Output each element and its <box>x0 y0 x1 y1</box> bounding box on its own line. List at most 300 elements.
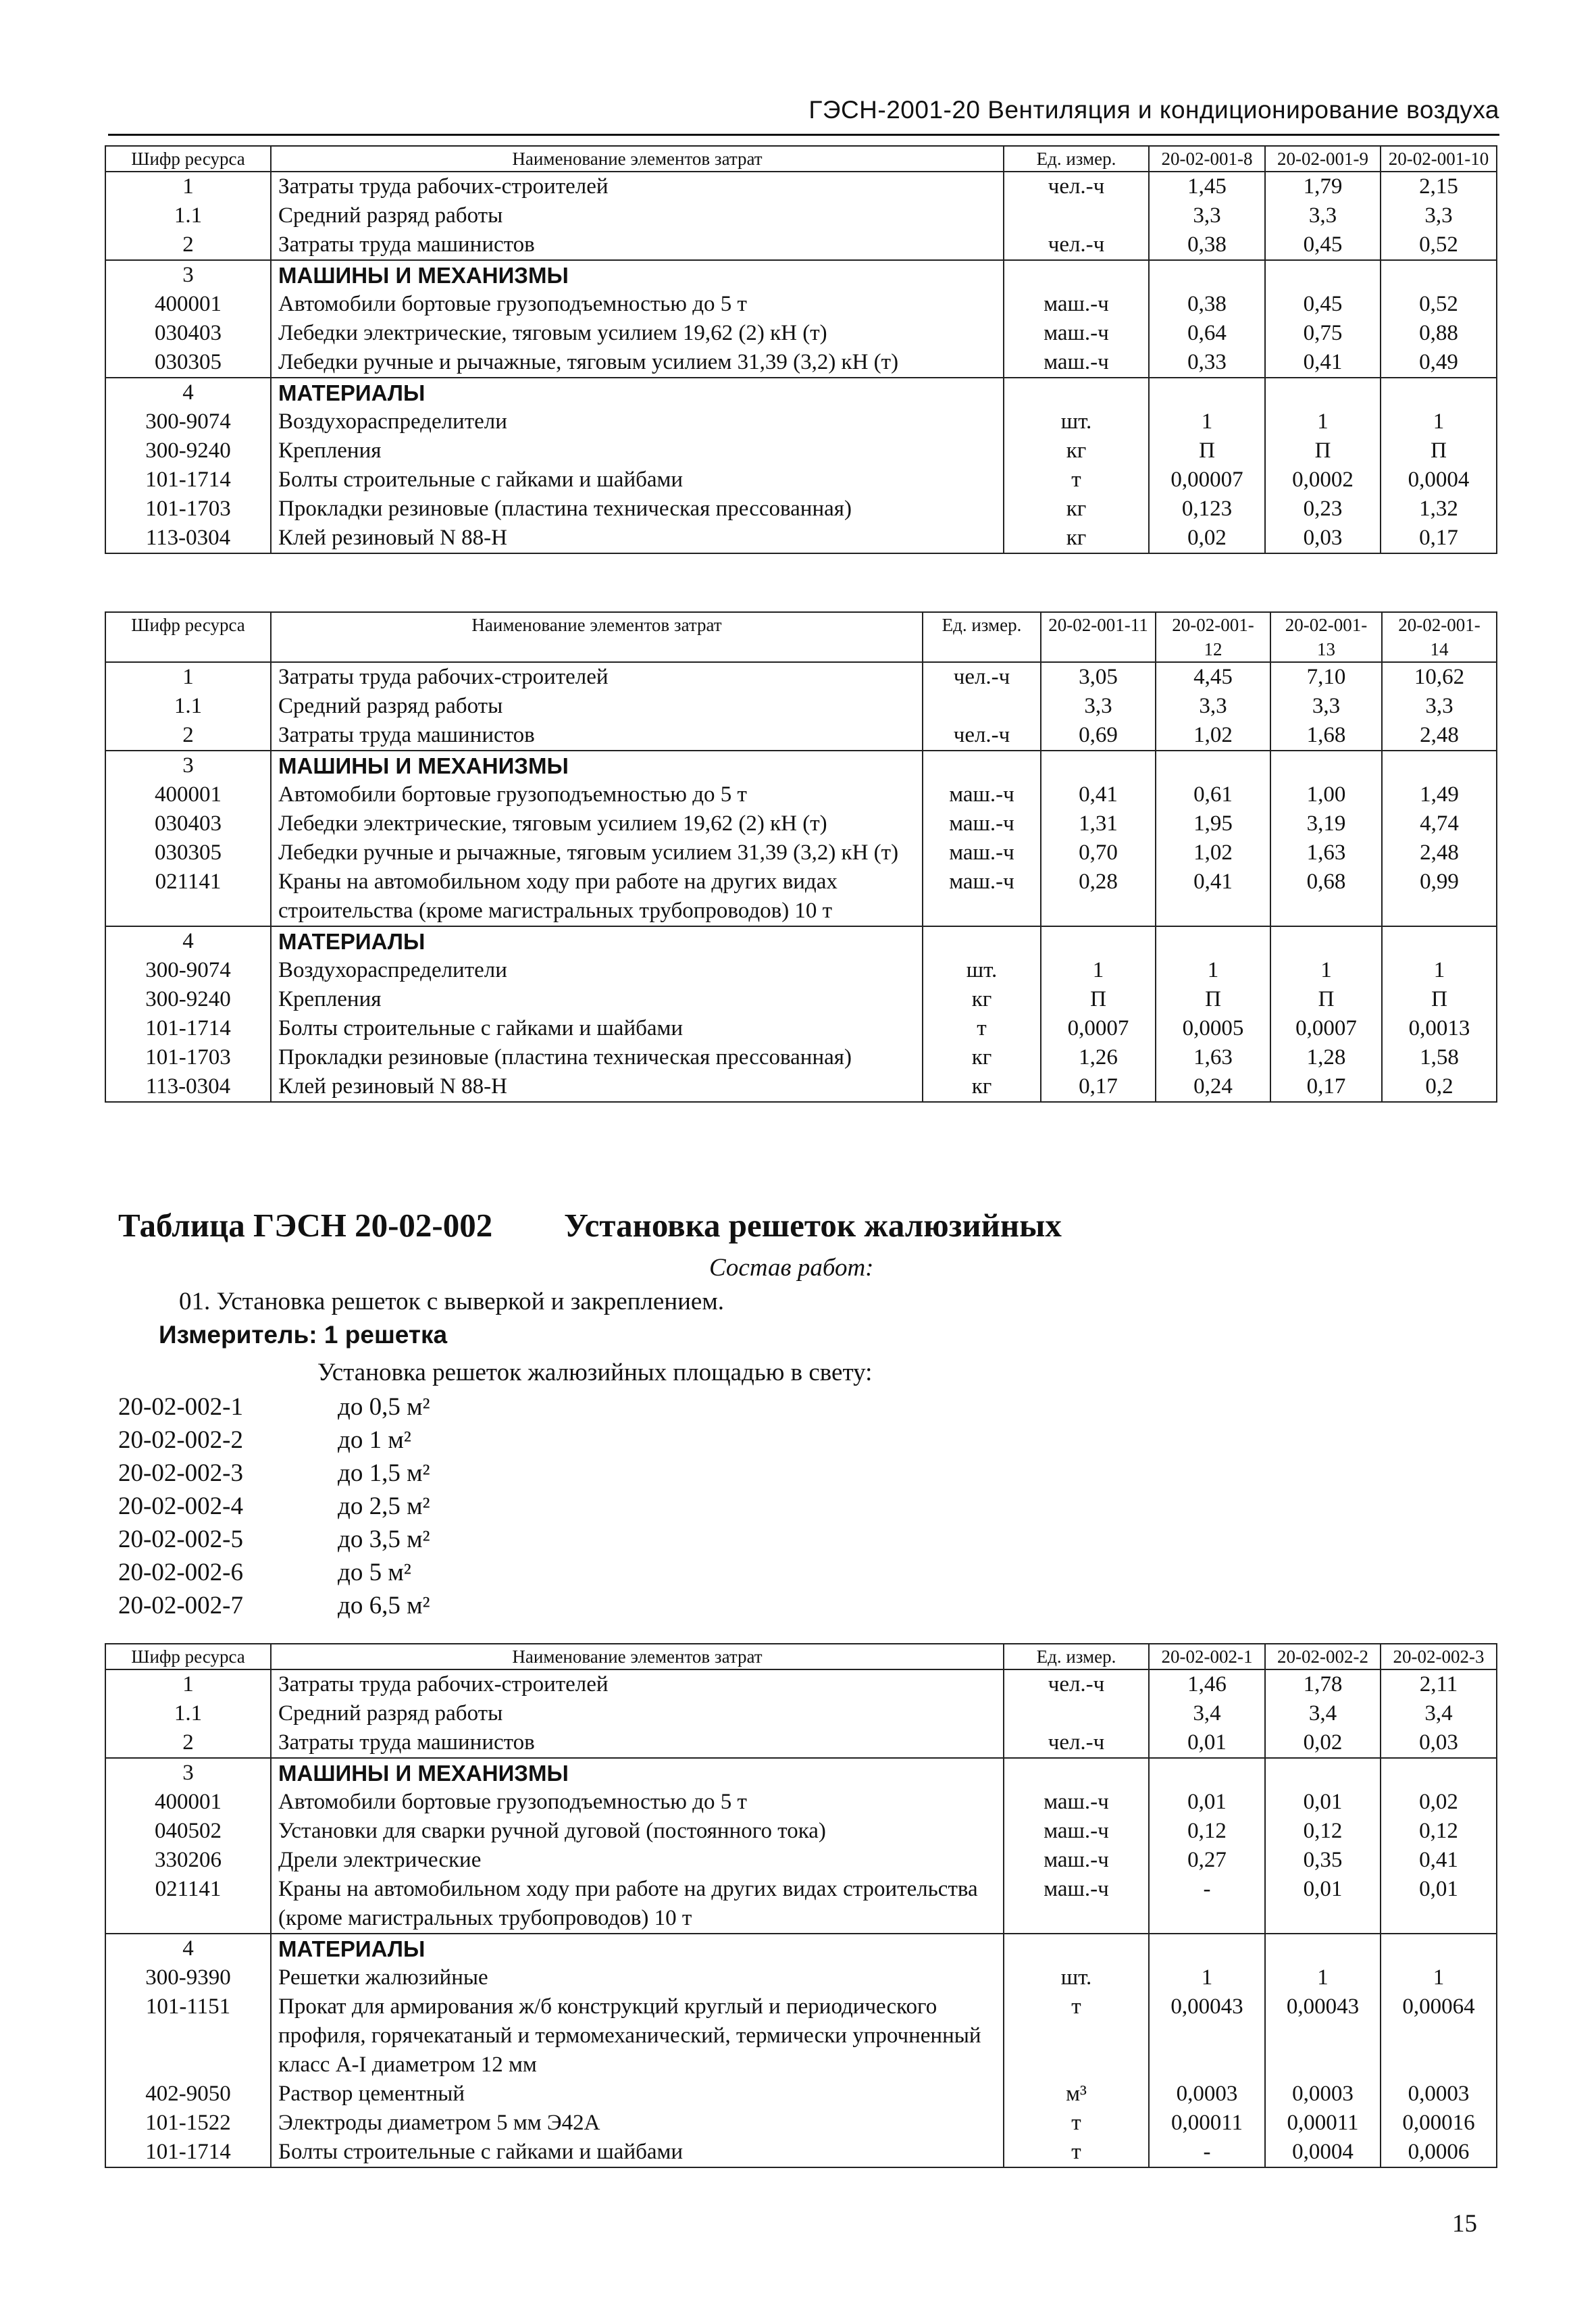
resource-name: Решетки жалюзийные <box>271 1963 1004 1992</box>
value-cell: 7,10 <box>1270 662 1382 692</box>
table-row <box>105 201 1497 230</box>
table-row <box>105 1014 1497 1043</box>
resource-name: Воздухораспределители <box>271 407 1004 436</box>
value-cell: 0,38 <box>1149 230 1265 260</box>
resource-code: 030403 <box>105 809 271 838</box>
value-cell: 0,45 <box>1265 290 1381 319</box>
resource-code: 300-9390 <box>105 1963 271 1992</box>
value-cell: 0,35 <box>1265 1846 1381 1875</box>
value-cell: 0,01 <box>1149 1788 1265 1817</box>
value-cell: 1,28 <box>1270 1043 1382 1072</box>
resource-name: Электроды диаметром 5 мм Э42А <box>271 2109 1004 2138</box>
value-cell <box>1381 378 1497 407</box>
col-header-name: Наименование элементов затрат <box>271 146 1004 172</box>
value-cell: 0,70 <box>1041 838 1156 867</box>
resource-code: 030403 <box>105 319 271 348</box>
value-cell: 1,32 <box>1381 495 1497 524</box>
col-header-norm: 20-02-002-2 <box>1265 1644 1381 1669</box>
value-cell: 0,99 <box>1382 867 1497 926</box>
section-heading: МАТЕРИАЛЫ <box>271 1934 1004 1963</box>
value-cell: 0,61 <box>1156 780 1270 809</box>
resource-code: 101-1714 <box>105 2138 271 2167</box>
resource-code: 4 <box>105 378 271 407</box>
table-row <box>105 1817 1497 1846</box>
value-cell: П <box>1381 436 1497 466</box>
unit-cell: чел.-ч <box>923 662 1041 692</box>
unit-cell: маш.-ч <box>1004 1788 1149 1817</box>
value-cell: 0,33 <box>1149 348 1265 378</box>
params-list <box>118 1390 430 1622</box>
value-cell: 4,74 <box>1382 809 1497 838</box>
meter: Измеритель: 1 решетка <box>159 1321 448 1349</box>
resource-name: Болты строительные с гайками и шайбами <box>271 1014 923 1043</box>
table-row <box>105 1875 1497 1934</box>
resource-code: 1.1 <box>105 692 271 721</box>
param-code: 20-02-002-6 <box>118 1559 243 1586</box>
table-row <box>105 348 1497 378</box>
unit-cell <box>1004 201 1149 230</box>
table-row <box>105 1788 1497 1817</box>
work-item: 01. Установка решеток с выверкой и закреплением. <box>179 1288 725 1315</box>
resource-code: 040502 <box>105 1817 271 1846</box>
unit-cell: маш.-ч <box>1004 348 1149 378</box>
param-code: 20-02-002-3 <box>118 1459 243 1487</box>
table-row <box>105 1934 1497 1963</box>
value-cell: 1,63 <box>1270 838 1382 867</box>
resource-name: Прокладки резиновые (пластина техническая прессованная) <box>271 495 1004 524</box>
value-cell: 0,28 <box>1041 867 1156 926</box>
table-row <box>105 751 1497 780</box>
unit-cell: т <box>1004 1992 1149 2080</box>
resource-name: Затраты труда машинистов <box>271 721 923 751</box>
unit-cell <box>1004 1934 1149 1963</box>
resource-code: 1 <box>105 172 271 201</box>
value-cell: 3,4 <box>1265 1699 1381 1728</box>
resource-name: Лебедки ручные и рычажные, тяговым усилием 31,39 (3,2) кН (т) <box>271 348 1004 378</box>
value-cell <box>1270 751 1382 780</box>
col-header-norm: 20-02-001-11 <box>1041 612 1156 662</box>
unit-cell: кг <box>923 1043 1041 1072</box>
value-cell: 0,52 <box>1381 290 1497 319</box>
resource-code: 030305 <box>105 838 271 867</box>
value-cell: 0,75 <box>1265 319 1381 348</box>
unit-cell: кг <box>1004 495 1149 524</box>
value-cell: 1 <box>1041 956 1156 985</box>
value-cell <box>1265 1758 1381 1788</box>
table-row <box>105 260 1497 290</box>
value-cell: 3,3 <box>1382 692 1497 721</box>
value-cell: П <box>1041 985 1156 1014</box>
section-heading: МАШИНЫ И МЕХАНИЗМЫ <box>271 260 1004 290</box>
value-cell: 1 <box>1382 956 1497 985</box>
table-row <box>105 2138 1497 2167</box>
unit-cell: чел.-ч <box>1004 1669 1149 1699</box>
resource-code: 4 <box>105 926 271 956</box>
param-text: до 6,5 м² <box>338 1592 430 1619</box>
table-row <box>105 985 1497 1014</box>
value-cell: 3,4 <box>1381 1699 1497 1728</box>
resource-code: 400001 <box>105 290 271 319</box>
value-cell: 0,00043 <box>1149 1992 1265 2080</box>
resource-name: Дрели электрические <box>271 1846 1004 1875</box>
table-row <box>105 1699 1497 1728</box>
unit-cell <box>923 751 1041 780</box>
table-row <box>105 524 1497 553</box>
table-row <box>105 436 1497 466</box>
value-cell: 2,15 <box>1381 172 1497 201</box>
value-cell <box>1149 1758 1265 1788</box>
value-cell: 0,03 <box>1265 524 1381 553</box>
col-header-code: Шифр ресурса <box>105 1644 271 1669</box>
unit-cell: шт. <box>1004 1963 1149 1992</box>
value-cell: 1 <box>1149 1963 1265 1992</box>
table-row <box>105 867 1497 926</box>
resource-name: Болты строительные с гайками и шайбами <box>271 2138 1004 2167</box>
col-header-name: Наименование элементов затрат <box>271 1644 1004 1669</box>
value-cell: 0,01 <box>1265 1788 1381 1817</box>
resource-name: Затраты труда рабочих-строителей <box>271 1669 1004 1699</box>
unit-cell: чел.-ч <box>1004 172 1149 201</box>
value-cell: 0,02 <box>1381 1788 1497 1817</box>
value-cell <box>1149 1934 1265 1963</box>
unit-cell: маш.-ч <box>1004 290 1149 319</box>
resource-code: 3 <box>105 1758 271 1788</box>
value-cell: 0,0003 <box>1265 2080 1381 2109</box>
resource-code: 400001 <box>105 780 271 809</box>
col-header-norm: 20-02-001-14 <box>1382 612 1497 662</box>
value-cell: 0,12 <box>1149 1817 1265 1846</box>
resource-name: Крепления <box>271 436 1004 466</box>
table-row <box>105 407 1497 436</box>
table-row <box>105 319 1497 348</box>
unit-cell: кг <box>923 1072 1041 1102</box>
table-row <box>105 290 1497 319</box>
value-cell <box>1265 1934 1381 1963</box>
resource-name: Затраты труда машинистов <box>271 1728 1004 1758</box>
table-row <box>105 1728 1497 1758</box>
value-cell: 1 <box>1265 1963 1381 1992</box>
section-heading: МАШИНЫ И МЕХАНИЗМЫ <box>271 1758 1004 1788</box>
resource-code: 402-9050 <box>105 2080 271 2109</box>
value-cell: 1,31 <box>1041 809 1156 838</box>
col-header-norm: 20-02-001-12 <box>1156 612 1270 662</box>
resource-code: 1 <box>105 662 271 692</box>
value-cell: 0,41 <box>1265 348 1381 378</box>
table-row <box>105 780 1497 809</box>
param-text: до 3,5 м² <box>338 1526 430 1553</box>
page-number: 15 <box>1452 2210 1477 2238</box>
value-cell: 0,01 <box>1149 1728 1265 1758</box>
value-cell: 0,2 <box>1382 1072 1497 1102</box>
value-cell: 1 <box>1381 407 1497 436</box>
param-code: 20-02-002-2 <box>118 1426 243 1454</box>
unit-cell <box>1004 378 1149 407</box>
resource-code: 300-9240 <box>105 436 271 466</box>
value-cell: 0,00011 <box>1149 2109 1265 2138</box>
value-cell: 3,05 <box>1041 662 1156 692</box>
resource-name: Средний разряд работы <box>271 692 923 721</box>
resource-code: 300-9074 <box>105 407 271 436</box>
unit-cell: м³ <box>1004 2080 1149 2109</box>
value-cell: 1 <box>1270 956 1382 985</box>
value-cell: 0,00064 <box>1381 1992 1497 2080</box>
value-cell: 1,63 <box>1156 1043 1270 1072</box>
value-cell <box>1041 926 1156 956</box>
param-row <box>118 1589 430 1622</box>
col-header-unit: Ед. измер. <box>1004 146 1149 172</box>
resource-code: 101-1714 <box>105 1014 271 1043</box>
resource-name: Крепления <box>271 985 923 1014</box>
value-cell: 3,3 <box>1149 201 1265 230</box>
value-cell: 0,01 <box>1381 1875 1497 1934</box>
table-row <box>105 1758 1497 1788</box>
resource-name: Воздухораспределители <box>271 956 923 985</box>
col-header-name: Наименование элементов затрат <box>271 612 923 662</box>
value-cell <box>1265 378 1381 407</box>
header-row <box>105 146 1497 172</box>
unit-cell <box>1004 260 1149 290</box>
value-cell: П <box>1382 985 1497 1014</box>
value-cell: 1 <box>1265 407 1381 436</box>
table-row <box>105 1043 1497 1072</box>
table-row <box>105 495 1497 524</box>
value-cell <box>1156 926 1270 956</box>
value-cell: 0,0007 <box>1041 1014 1156 1043</box>
value-cell: 0,123 <box>1149 495 1265 524</box>
table-row <box>105 838 1497 867</box>
resource-name: Болты строительные с гайками и шайбами <box>271 466 1004 495</box>
value-cell: 1 <box>1156 956 1270 985</box>
unit-cell <box>923 926 1041 956</box>
value-cell: 0,0003 <box>1381 2080 1497 2109</box>
value-cell: 1,78 <box>1265 1669 1381 1699</box>
value-cell <box>1041 751 1156 780</box>
resource-code: 300-9240 <box>105 985 271 1014</box>
value-cell: 2,11 <box>1381 1669 1497 1699</box>
unit-cell: кг <box>1004 436 1149 466</box>
unit-cell: чел.-ч <box>1004 1728 1149 1758</box>
table-row <box>105 809 1497 838</box>
value-cell: 0,0006 <box>1381 2138 1497 2167</box>
value-cell: 0,68 <box>1270 867 1382 926</box>
unit-cell: т <box>1004 466 1149 495</box>
col-header-norm: 20-02-001-10 <box>1381 146 1497 172</box>
resource-name: Автомобили бортовые грузоподъемностью до 5 т <box>271 290 1004 319</box>
param-row <box>118 1523 430 1556</box>
section-heading: МАТЕРИАЛЫ <box>271 926 923 956</box>
unit-cell: т <box>1004 2109 1149 2138</box>
value-cell: 10,62 <box>1382 662 1497 692</box>
resource-code: 021141 <box>105 1875 271 1934</box>
value-cell: 3,4 <box>1149 1699 1265 1728</box>
value-cell: 0,0003 <box>1149 2080 1265 2109</box>
resource-name: Лебедки ручные и рычажные, тяговым усилием 31,39 (3,2) кН (т) <box>271 838 923 867</box>
table-row <box>105 172 1497 201</box>
value-cell: 1 <box>1149 407 1265 436</box>
value-cell: 3,3 <box>1381 201 1497 230</box>
resource-name: Лебедки электрические, тяговым усилием 19,62 (2) кН (т) <box>271 809 923 838</box>
value-cell: 0,0013 <box>1382 1014 1497 1043</box>
param-text: до 2,5 м² <box>338 1492 430 1520</box>
value-cell: 0,00011 <box>1265 2109 1381 2138</box>
col-header-code: Шифр ресурса <box>105 612 271 662</box>
value-cell: 0,00016 <box>1381 2109 1497 2138</box>
param-row <box>118 1556 430 1589</box>
param-row <box>118 1424 430 1457</box>
resource-code: 2 <box>105 721 271 751</box>
value-cell: 3,3 <box>1270 692 1382 721</box>
value-cell: 0,0002 <box>1265 466 1381 495</box>
resource-name: Затраты труда рабочих-строителей <box>271 662 923 692</box>
resource-name: Клей резиновый N 88-Н <box>271 1072 923 1102</box>
resource-code: 1.1 <box>105 201 271 230</box>
resource-name: Раствор цементный <box>271 2080 1004 2109</box>
resource-code: 1 <box>105 1669 271 1699</box>
resource-code: 4 <box>105 1934 271 1963</box>
value-cell: 0,03 <box>1381 1728 1497 1758</box>
resource-name: Установки для сварки ручной дуговой (постоянного тока) <box>271 1817 1004 1846</box>
resource-name: Клей резиновый N 88-Н <box>271 524 1004 553</box>
value-cell: 0,88 <box>1381 319 1497 348</box>
value-cell: - <box>1149 2138 1265 2167</box>
value-cell: 0,45 <box>1265 230 1381 260</box>
table-row <box>105 662 1497 692</box>
resource-code: 101-1714 <box>105 466 271 495</box>
section-heading: МАТЕРИАЛЫ <box>271 378 1004 407</box>
value-cell: 0,0005 <box>1156 1014 1270 1043</box>
value-cell: П <box>1270 985 1382 1014</box>
resource-name: Средний разряд работы <box>271 1699 1004 1728</box>
col-header-code: Шифр ресурса <box>105 146 271 172</box>
value-cell <box>1381 1934 1497 1963</box>
col-header-unit: Ед. измер. <box>923 612 1041 662</box>
resource-code: 1.1 <box>105 1699 271 1728</box>
value-cell: 3,3 <box>1041 692 1156 721</box>
value-cell: 1,02 <box>1156 721 1270 751</box>
running-header: ГЭСН-2001-20 Вентиляция и кондиционирование воздуха <box>808 96 1499 124</box>
resource-code: 113-0304 <box>105 1072 271 1102</box>
table-row <box>105 2080 1497 2109</box>
value-cell: 0,0007 <box>1270 1014 1382 1043</box>
unit-cell: чел.-ч <box>1004 230 1149 260</box>
table-row <box>105 1992 1497 2080</box>
value-cell <box>1156 751 1270 780</box>
value-cell: 0,41 <box>1041 780 1156 809</box>
header-rule <box>108 134 1499 136</box>
value-cell: 0,01 <box>1265 1875 1381 1934</box>
value-cell: 1,00 <box>1270 780 1382 809</box>
value-cell: 1,02 <box>1156 838 1270 867</box>
value-cell: 0,0004 <box>1381 466 1497 495</box>
unit-cell: шт. <box>923 956 1041 985</box>
header-row <box>105 612 1497 662</box>
table-row <box>105 1669 1497 1699</box>
resource-code: 021141 <box>105 867 271 926</box>
value-cell: 0,49 <box>1381 348 1497 378</box>
resource-name: Затраты труда машинистов <box>271 230 1004 260</box>
params-intro: Установка решеток жалюзийных площадью в свету: <box>317 1359 873 1386</box>
resource-name: Затраты труда рабочих-строителей <box>271 172 1004 201</box>
value-cell: П <box>1156 985 1270 1014</box>
value-cell: 0,23 <box>1265 495 1381 524</box>
unit-cell: маш.-ч <box>923 838 1041 867</box>
value-cell: 0,00043 <box>1265 1992 1381 2080</box>
value-cell: П <box>1149 436 1265 466</box>
resource-name: Автомобили бортовые грузоподъемностью до 5 т <box>271 780 923 809</box>
param-text: до 1 м² <box>338 1426 411 1454</box>
resource-code: 101-1522 <box>105 2109 271 2138</box>
param-row <box>118 1390 430 1424</box>
unit-cell: маш.-ч <box>923 867 1041 926</box>
value-cell: 3,19 <box>1270 809 1382 838</box>
value-cell: 0,69 <box>1041 721 1156 751</box>
value-cell: 4,45 <box>1156 662 1270 692</box>
unit-cell: чел.-ч <box>923 721 1041 751</box>
value-cell: 0,52 <box>1381 230 1497 260</box>
col-header-norm: 20-02-001-9 <box>1265 146 1381 172</box>
unit-cell: маш.-ч <box>1004 1846 1149 1875</box>
value-cell: 0,17 <box>1381 524 1497 553</box>
table-name: Установка решеток жалюзийных <box>564 1207 1062 1244</box>
value-cell: 1,95 <box>1156 809 1270 838</box>
norms-table-3 <box>105 1643 1497 2168</box>
table-row <box>105 230 1497 260</box>
resource-code: 300-9074 <box>105 956 271 985</box>
value-cell <box>1381 1758 1497 1788</box>
value-cell <box>1149 378 1265 407</box>
param-code: 20-02-002-5 <box>118 1526 243 1553</box>
table-row <box>105 926 1497 956</box>
value-cell: 0,64 <box>1149 319 1265 348</box>
unit-cell: маш.-ч <box>923 780 1041 809</box>
col-header-norm: 20-02-002-3 <box>1381 1644 1497 1669</box>
table-row <box>105 692 1497 721</box>
resource-code: 3 <box>105 260 271 290</box>
table-title <box>118 1206 1062 1244</box>
param-code: 20-02-002-4 <box>118 1492 243 1520</box>
resource-code: 2 <box>105 1728 271 1758</box>
value-cell: - <box>1149 1875 1265 1934</box>
param-text: до 5 м² <box>338 1559 411 1586</box>
resource-code: 101-1703 <box>105 1043 271 1072</box>
value-cell: 0,12 <box>1265 1817 1381 1846</box>
value-cell: 0,24 <box>1156 1072 1270 1102</box>
value-cell <box>1382 751 1497 780</box>
resource-code: 101-1703 <box>105 495 271 524</box>
param-code: 20-02-002-7 <box>118 1592 243 1619</box>
value-cell: 1,46 <box>1149 1669 1265 1699</box>
param-text: до 1,5 м² <box>338 1459 430 1487</box>
value-cell: 1,49 <box>1382 780 1497 809</box>
value-cell: 1,45 <box>1149 172 1265 201</box>
resource-name: Краны на автомобильном ходу при работе на других видах строительства (кроме магистральных трубопроводов) 10 т <box>271 1875 1004 1934</box>
table-row <box>105 1072 1497 1102</box>
composition-title: Состав работ: <box>709 1254 874 1282</box>
value-cell: 1,58 <box>1382 1043 1497 1072</box>
resource-name: Краны на автомобильном ходу при работе на других видах строительства (кроме магистральных трубопроводов) 10 т <box>271 867 923 926</box>
resource-name: Автомобили бортовые грузоподъемностью до 5 т <box>271 1788 1004 1817</box>
section-heading: МАШИНЫ И МЕХАНИЗМЫ <box>271 751 923 780</box>
col-header-unit: Ед. измер. <box>1004 1644 1149 1669</box>
value-cell: 1,68 <box>1270 721 1382 751</box>
unit-cell: маш.-ч <box>1004 319 1149 348</box>
param-row <box>118 1457 430 1490</box>
unit-cell: кг <box>923 985 1041 1014</box>
resource-code: 330206 <box>105 1846 271 1875</box>
resource-name: Прокладки резиновые (пластина техническая прессованная) <box>271 1043 923 1072</box>
unit-cell: т <box>1004 2138 1149 2167</box>
table-row <box>105 1846 1497 1875</box>
